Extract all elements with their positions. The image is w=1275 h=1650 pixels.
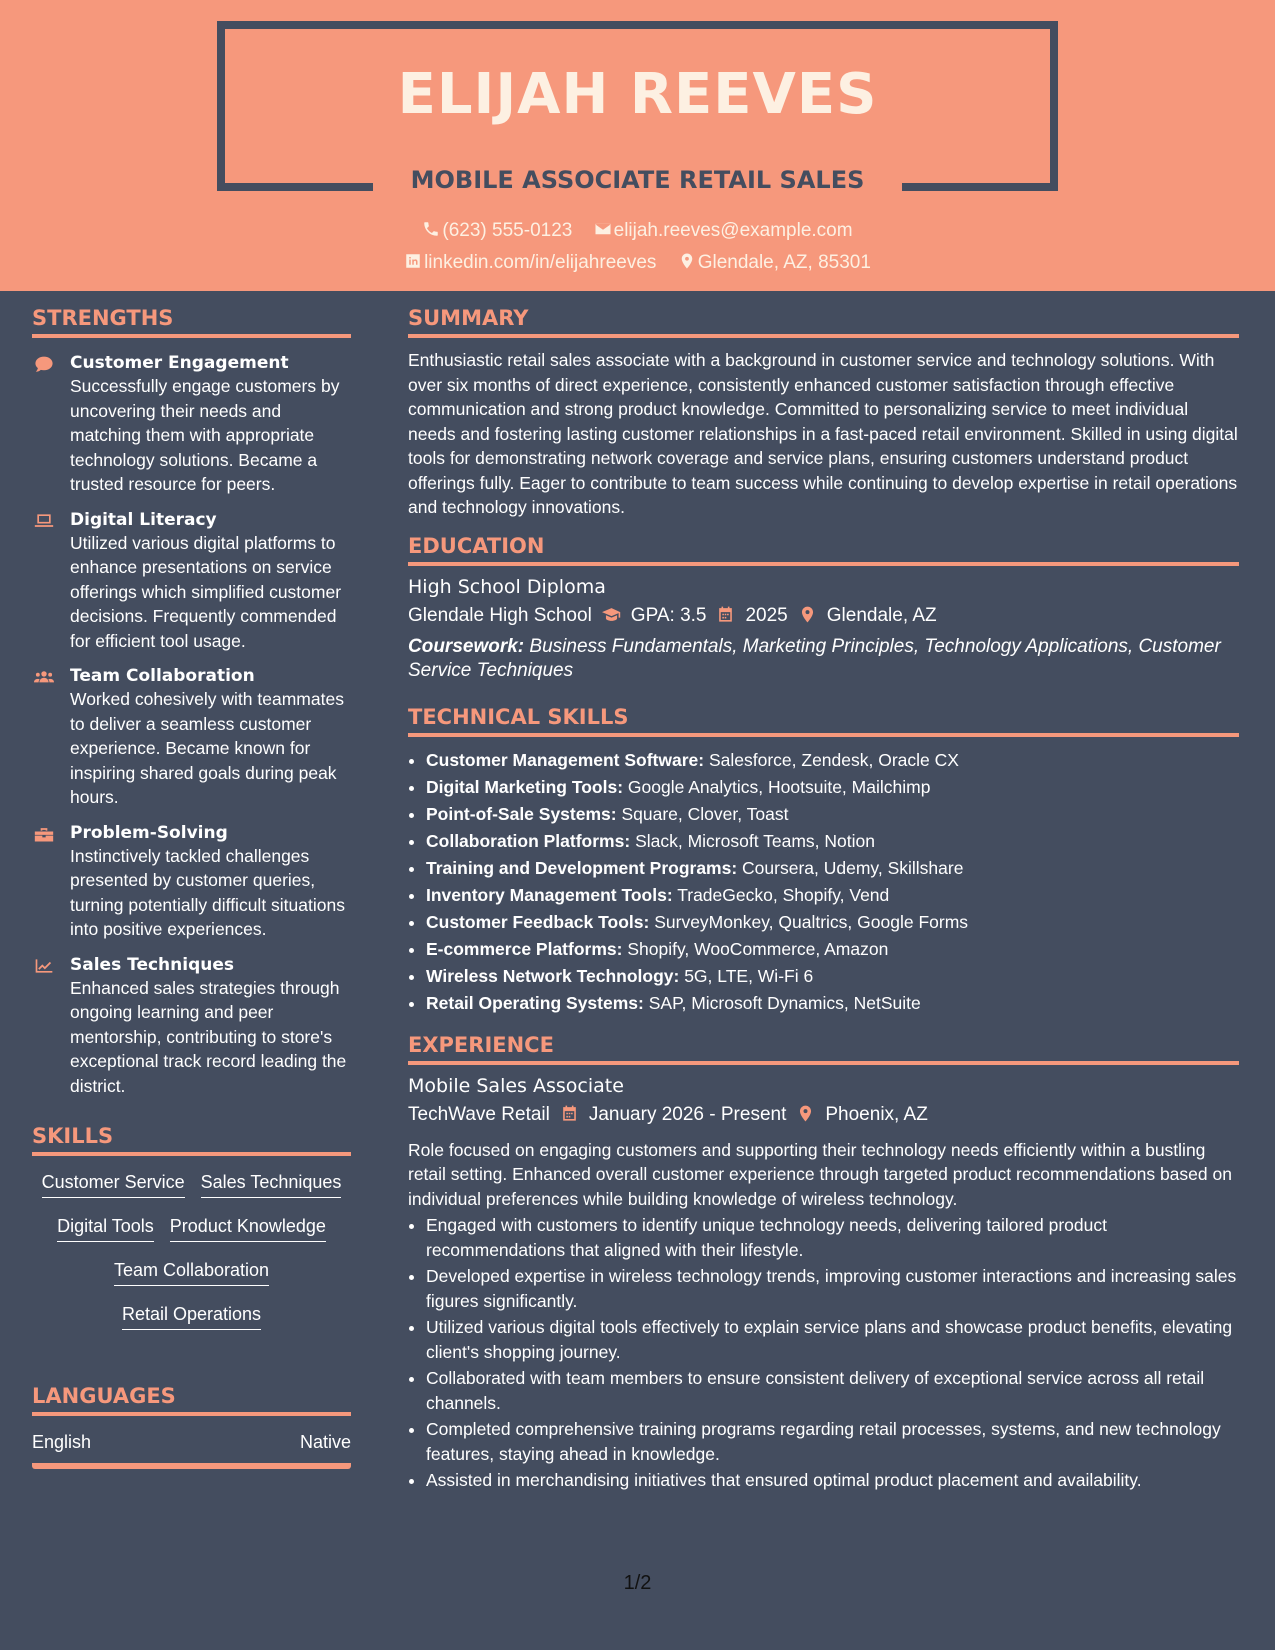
strength-text: Utilized various digital platforms to enhance presentations on service offerings which simplified customer decisions. Frequently commended for efficient tool usage. — [70, 532, 342, 651]
frame-border — [217, 21, 225, 191]
list-item: • Developed expertise in wireless technology trends, improving customer interactions and increasing sales figures significantly. — [426, 1264, 1239, 1313]
technical-skills-heading: TECHNICAL SKILLS — [408, 705, 1239, 737]
strength-item — [32, 352, 351, 497]
tech-skill-label: Retail Operating Systems: — [426, 992, 644, 1013]
linkedin-contact[interactable] — [404, 252, 656, 274]
tech-skill-value: TradeGecko, Shopify, Vend — [677, 884, 890, 905]
tech-skill-value: 5G, LTE, Wi-Fi 6 — [684, 965, 814, 986]
candidate-title: MOBILE ASSOCIATE RETAIL SALES — [410, 166, 865, 194]
linkedin-icon — [404, 252, 422, 270]
skill-tag: Team Collaboration — [114, 1260, 269, 1286]
language-level: Native — [299, 1432, 351, 1452]
languages-heading: LANGUAGES — [32, 1384, 351, 1416]
experience-meta — [408, 1104, 1239, 1126]
skill-tag: Product Knowledge — [170, 1216, 326, 1242]
calendar-icon — [560, 1104, 579, 1123]
experience-dates: January 2026 - Present — [588, 1103, 787, 1125]
list-item: • Completed comprehensive training programs regarding retail processes, systems, and new technology features, staying ahead in knowledge. — [426, 1417, 1239, 1466]
frame-border — [902, 183, 1058, 191]
tech-skill-label: Wireless Network Technology: — [426, 965, 680, 986]
tech-skill-label: Collaboration Platforms: — [426, 830, 631, 851]
education-gpa: GPA: 3.5 — [630, 604, 707, 626]
tech-skill-label: Training and Development Programs: — [426, 857, 738, 878]
left-column — [32, 306, 351, 1469]
list-item: • Collaborated with team members to ensure consistent delivery of exceptional service across all retail channels. — [426, 1366, 1239, 1415]
strength-item — [32, 954, 351, 1099]
contact-row — [0, 252, 1275, 274]
tech-skill-label: Digital Marketing Tools: — [426, 776, 624, 797]
education-meta — [408, 605, 1239, 627]
envelope-icon — [594, 220, 612, 238]
education-school: Glendale High School — [408, 604, 592, 626]
education-year: 2025 — [745, 604, 788, 626]
experience-company: TechWave Retail — [408, 1103, 550, 1125]
list-item — [426, 855, 1239, 882]
list-item — [426, 990, 1239, 1017]
chart-line-icon — [34, 957, 54, 975]
experience-role: Mobile Sales Associate — [408, 1074, 624, 1097]
experience-bullets — [408, 1213, 1239, 1493]
summary-heading: SUMMARY — [408, 306, 1239, 338]
list-item — [426, 801, 1239, 828]
comment-icon — [34, 355, 54, 373]
map-pin-icon — [796, 1104, 815, 1123]
experience-heading: EXPERIENCE — [408, 1033, 1239, 1065]
strength-title: Customer Engagement — [70, 353, 289, 373]
skill-tag: Digital Tools — [57, 1216, 154, 1242]
coursework-label: Coursework: — [408, 635, 525, 657]
summary-text: Enthusiastic retail sales associate with a background in customer service and technology solutions. With over six months of direct experience, consistently enhanced customer satisfaction through effective communication and strong product knowledge. Committed to personalizing service to meet individual needs and fostering lasting customer relationships in a fast-paced retail environment. Skilled in using digital tools for demonstrating network coverage and service plans, ensuring customers understand product offerings fully. Eager to contribute to team success while continuing to develop expertise in retail operations and technology innovations. — [408, 350, 1238, 517]
list-item — [426, 882, 1239, 909]
tech-skill-label: Inventory Management Tools: — [426, 884, 673, 905]
strength-item — [32, 509, 351, 654]
tech-skill-value: Square, Clover, Toast — [621, 803, 789, 824]
strength-title: Problem-Solving — [70, 822, 228, 843]
list-item — [426, 774, 1239, 801]
skill-tag: Retail Operations — [122, 1304, 261, 1330]
graduation-cap-icon — [602, 605, 621, 624]
strength-title: Digital Literacy — [70, 509, 217, 530]
language-row — [32, 1432, 351, 1469]
frame-border — [217, 21, 1058, 29]
list-item: • Assisted in merchandising initiatives that ensured optimal product placement and availability. — [426, 1468, 1239, 1493]
contact-row — [0, 220, 1275, 242]
strength-text: Instinctively tackled challenges presented by customer queries, turning potentially difficult situations into positive experiences. — [70, 845, 345, 939]
tech-skill-label: Customer Feedback Tools: — [426, 911, 650, 932]
right-column — [408, 306, 1239, 1495]
list-item — [426, 909, 1239, 936]
skill-tag: Sales Techniques — [201, 1172, 342, 1198]
strengths-heading: STRENGTHS — [32, 306, 351, 338]
tech-skill-value: Shopify, WooCommerce, Amazon — [627, 938, 889, 959]
tech-skill-label: E-commerce Platforms: — [426, 938, 623, 959]
education-heading: EDUCATION — [408, 534, 1239, 566]
coursework-text: Business Fundamentals, Marketing Principles, Technology Applications, Customer Service Techniques — [408, 635, 1221, 681]
list-item — [426, 963, 1239, 990]
list-item: • Engaged with customers to identify unique technology needs, delivering tailored product recommendations that aligned with their lifestyle. — [426, 1213, 1239, 1262]
strength-text: Enhanced sales strategies through ongoing learning and peer mentorship, contributing to store's exceptional track record leading the district. — [70, 977, 347, 1096]
education-location: Glendale, AZ — [826, 604, 937, 626]
tech-skill-label: Customer Management Software: — [426, 749, 705, 770]
map-pin-icon — [678, 252, 696, 270]
calendar-icon — [716, 605, 735, 624]
laptop-icon — [34, 512, 54, 530]
tech-skill-value: SAP, Microsoft Dynamics, NetSuite — [648, 992, 921, 1013]
skills-list — [32, 1172, 351, 1348]
tech-skill-value: Slack, Microsoft Teams, Notion — [635, 830, 875, 851]
linkedin-text: linkedin.com/in/elijahreeves — [424, 252, 657, 273]
list-item — [426, 936, 1239, 963]
strengths-list — [32, 352, 351, 1098]
map-pin-icon — [798, 605, 817, 624]
coursework — [408, 635, 1239, 683]
tech-skill-label: Point-of-Sale Systems: — [426, 803, 617, 824]
experience-description: Role focused on engaging customers and supporting their technology needs efficiently within a bustling retail setting. Enhanced overall customer experience through targeted product recommendations based on individual preferences while building knowledge of wireless technology. — [408, 1139, 1232, 1209]
tech-skill-value: Google Analytics, Hootsuite, Mailchimp — [627, 776, 931, 797]
location-contact — [678, 252, 871, 274]
tech-skill-value: SurveyMonkey, Qualtrics, Google Forms — [654, 911, 969, 932]
phone-contact[interactable] — [422, 220, 572, 242]
strength-text: Successfully engage customers by uncovering their needs and matching them with appropriate technology solutions. Became a trusted resource for peers. — [70, 376, 340, 494]
tech-skill-value: Salesforce, Zendesk, Oracle CX — [708, 749, 959, 770]
language-name: English — [32, 1432, 92, 1452]
strength-text: Worked cohesively with teammates to deliver a seamless customer experience. Became known for inspiring shared goals during peak hours. — [70, 689, 344, 807]
email-text: elijah.reeves@example.com — [613, 220, 853, 241]
frame-border — [217, 183, 373, 191]
skills-heading: SKILLS — [32, 1124, 351, 1156]
list-item — [426, 747, 1239, 774]
page-number: 1/2 — [623, 1572, 652, 1594]
strength-title: Sales Techniques — [70, 954, 235, 975]
location-text: Glendale, AZ, 85301 — [697, 252, 871, 273]
education-degree: High School Diploma — [408, 575, 606, 598]
phone-text: (623) 555-0123 — [442, 220, 573, 241]
email-contact[interactable] — [594, 220, 853, 242]
toolbox-icon — [34, 825, 54, 843]
experience-location: Phoenix, AZ — [825, 1103, 928, 1125]
phone-icon — [422, 220, 440, 238]
list-item — [426, 828, 1239, 855]
tech-skill-value: Coursera, Udemy, Skillshare — [742, 857, 964, 878]
candidate-name: ELIJAH REEVES — [397, 62, 878, 127]
strength-item — [32, 665, 351, 810]
strength-item — [32, 822, 351, 942]
technical-skills-list — [408, 747, 1239, 1017]
strength-title: Team Collaboration — [70, 666, 255, 686]
users-icon — [34, 668, 54, 686]
list-item: • Utilized various digital tools effectively to explain service plans and showcase product benefits, elevating client's shopping journey. — [426, 1315, 1239, 1364]
frame-border — [1050, 21, 1058, 191]
resume-header — [0, 0, 1275, 291]
skill-tag: Customer Service — [42, 1172, 185, 1198]
